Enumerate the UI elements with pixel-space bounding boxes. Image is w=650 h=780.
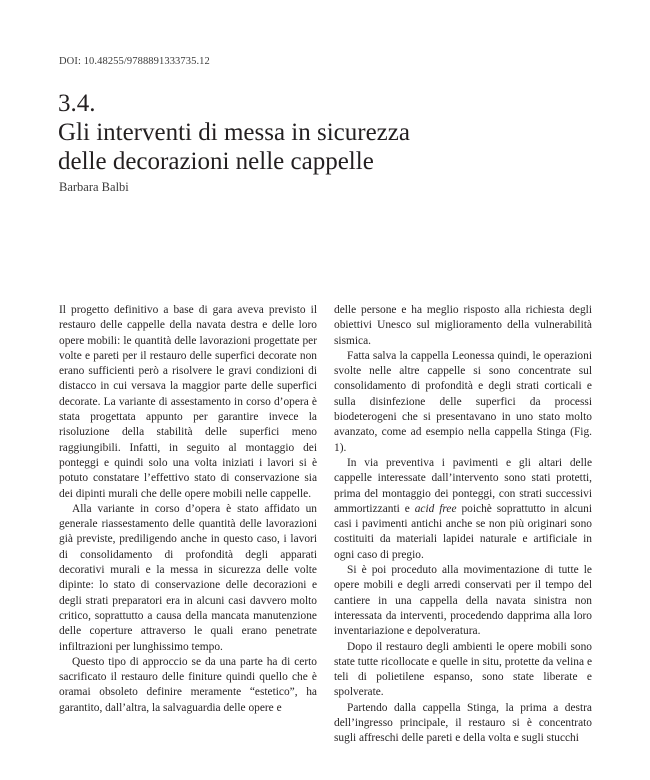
paragraph: Il progetto definitivo a base di gara aveva previsto il restauro delle cappelle della navata destra e delle loro opere mobili: le quantità delle lavorazioni progettate per volte e pareti per il restauro delle superfici decorate non erano sufficienti però a risolvere le gravi condizioni di distacco in cui versava la maggior parte delle superfici decorate. La variante di assestamento in corso d’opera è stata progettata appunto per garantire invece la risoluzione della stabilità delle superfici meno raggiungibili. Infatti, in seguito al montaggio dei ponteggi e quindi solo una volta iniziati i lavori si è potuto constatare l’effettivo stato di conservazione sia dei dipinti murali che delle opere mobili nelle cappelle. [59, 304, 317, 500]
paragraph: Questo tipo di approccio se da una parte ha di certo sacrificato il restauro delle finiture quindi quello che è oramai obsoleto definire meramente “estetico”, ha garantito, dall’altra, la salvaguardia delle opere e [59, 655, 317, 714]
doi-identifier: DOI: 10.48255/9788891333735.12 [59, 56, 210, 67]
paragraph: Alla variante in corso d’opera è stato affidato un generale riassestamento delle quantità delle lavorazioni già previste, prediligendo anche in questo caso, i lavori di consolidamento di profondità degli apparati decorativi murali e la messa in sicurezza delle volte dipinte: lo stato di conservazione delle decorazioni e degli strati preparatori era in alcuni casi davvero molto critico, soprattutto a causa della mancata manutenzione delle coperture attraverso le quali erano penetrate infiltrazioni per lunghissimo tempo. [59, 502, 317, 653]
paragraph: Dopo il restauro degli ambienti le opere mobili sono state tutte ricollocate e quelle in situ, protette da velina e teli di polietilene espanso, sono state liberate e spolverate. [334, 640, 592, 699]
chapter-title-line-2: delle decorazioni nelle cappelle [58, 148, 374, 175]
paragraph: Si è poi proceduto alla movimentazione di tutte le opere mobili e degli arredi conservati per il tempo del cantiere in una cappella della navata sinistra non interessata da interventi, procedendo dapprima alla loro inventariazione e depolveratura. [334, 564, 592, 638]
paragraph: Partendo dalla cappella Stinga, la prima a destra dell’ingresso principale, il restauro si è concentrato sugli affreschi delle pareti e della volta e sugli stucchi [334, 701, 592, 745]
body-column-right [334, 303, 592, 747]
paragraph-text: In via preventiva i pavimenti e gli altari delle cappelle interessate dall’intervento sono stati protetti, prima del montaggio dei ponteggi, con strati successivi ammortizzanti e [334, 456, 592, 515]
emphasis-text: acid free [414, 502, 457, 515]
paragraph [334, 456, 592, 563]
chapter-number: 3.4. [58, 90, 96, 117]
paragraph: delle persone e ha meglio risposto alla richiesta degli obiettivi Unesco sul miglioramento della vulnerabilità sismica. [334, 304, 592, 347]
chapter-title [58, 118, 410, 176]
body-column-left [59, 303, 317, 716]
chapter-title-line-1: Gli interventi di messa in sicurezza [58, 119, 410, 146]
paragraph-text: poichè soprattutto in alcuni casi i pavimenti antichi anche se non più originari sono costituiti da materiali lapidei naturale e artificiale in ogni caso di pregio. [334, 502, 593, 561]
author-name: Barbara Balbi [59, 180, 129, 194]
paragraph: Fatta salva la cappella Leonessa quindi, le operazioni svolte nelle altre cappelle si sono concentrate sul consolidamento di profondità e degli strati corticali e sulla disinfezione delle superfici da processi biodeterogeni che si presentavano in uno stato molto avanzato, come ad esempio nella cappella Stinga (Fig. 1). [334, 349, 592, 454]
